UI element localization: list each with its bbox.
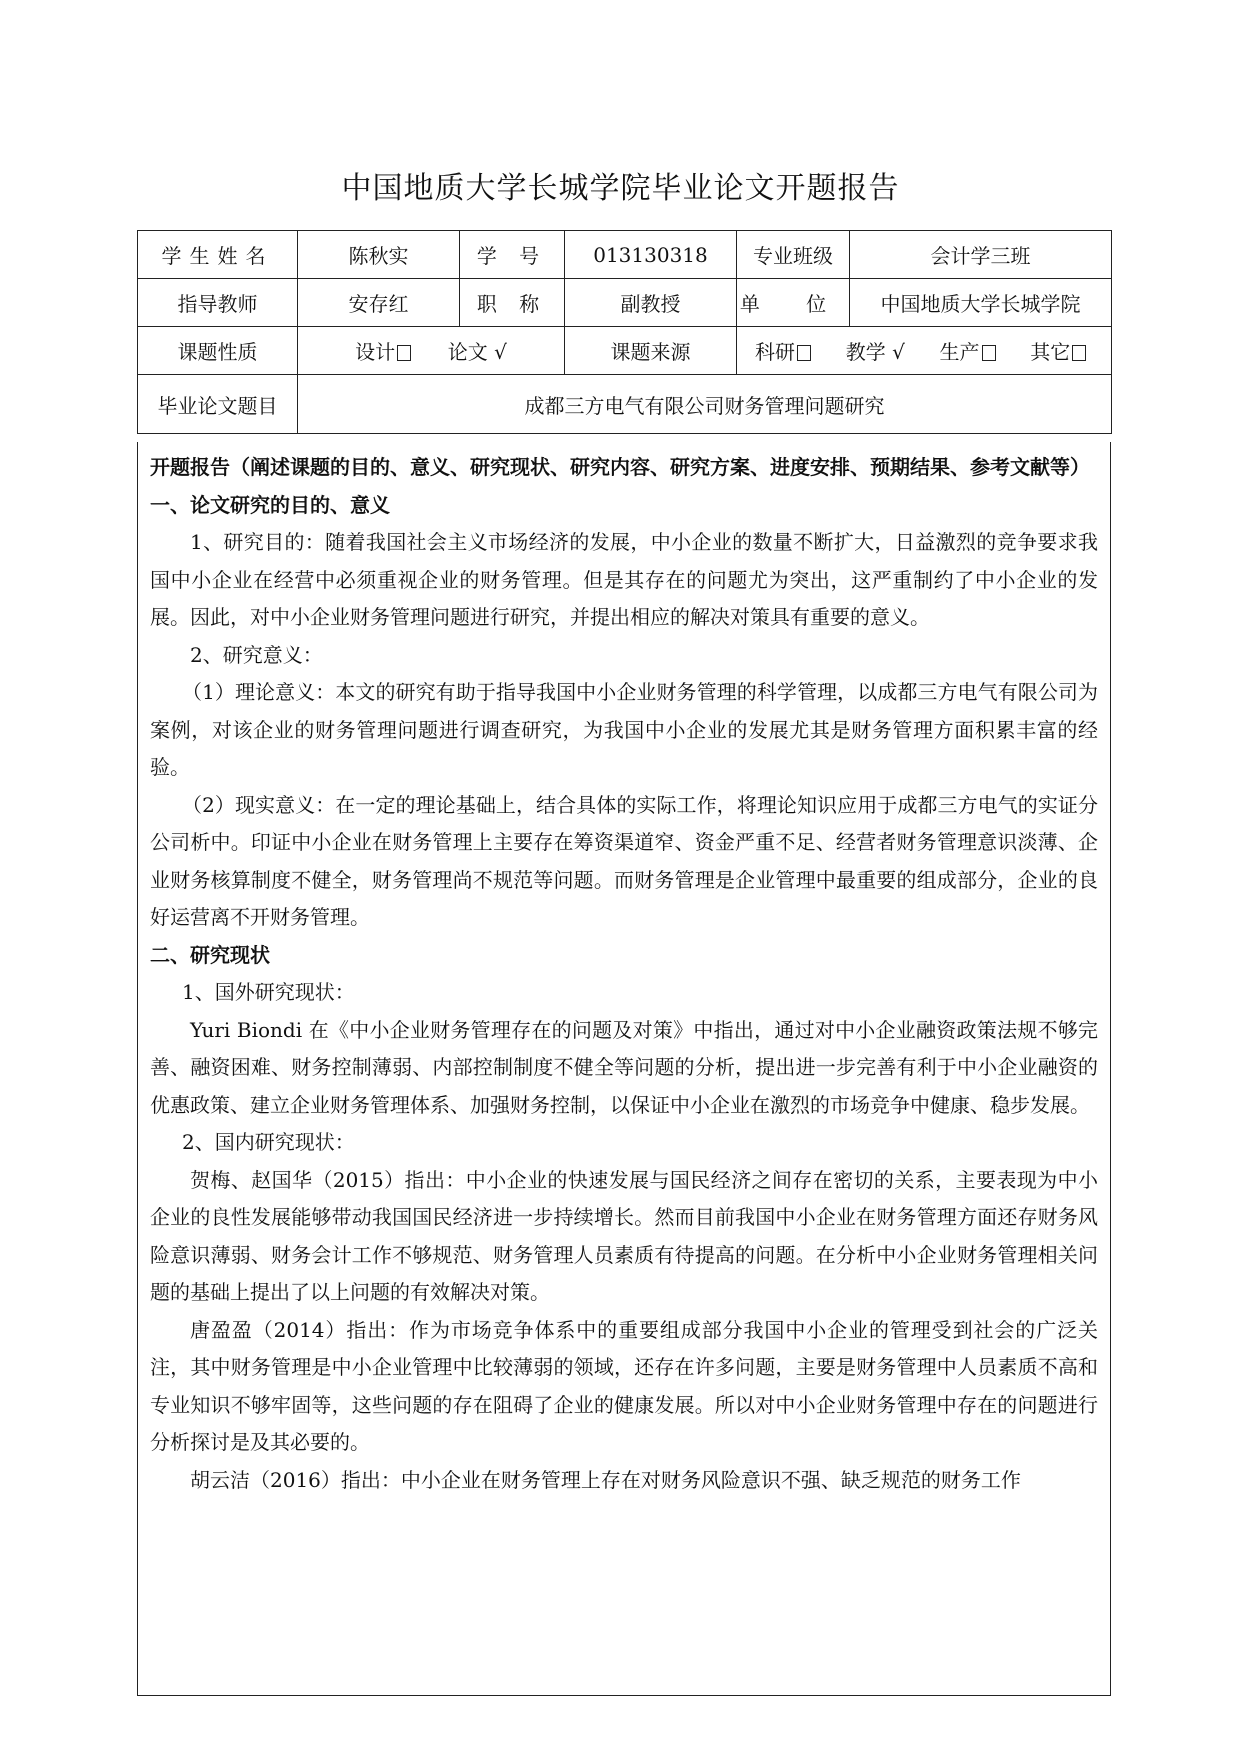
source-research-label: 科研 bbox=[755, 340, 795, 364]
checkbox-icon bbox=[797, 345, 811, 361]
student-id: 013130318 bbox=[565, 231, 737, 279]
source-options bbox=[737, 327, 1112, 375]
paragraph: 唐盈盈（2014）指出：作为市场竞争体系中的重要组成部分我国中小企业的管理受到社会的广泛关注，其中财务管理是中小企业管理中比较薄弱的领域，还存在许多问题，主要是财务管理中人员素质不高和专业知识不够牢固等，这些问题的存在阻碍了企业的健康发展。所以对中小企业财务管理中存在的问题进行分析探讨是及其必要的。 bbox=[150, 1317, 1098, 1454]
paragraph: 胡云洁（2016）指出：中小企业在财务管理上存在对财务风险意识不强、缺乏规范的财务工作 bbox=[190, 1467, 1021, 1492]
paragraph: 2、国内研究现状： bbox=[182, 1130, 355, 1154]
student-name: 陈秋实 bbox=[298, 231, 460, 279]
student-id-label: 学 号 bbox=[460, 231, 565, 279]
unit-label: 单 位 bbox=[737, 279, 850, 327]
checkbox-icon bbox=[397, 345, 411, 361]
advisor-name: 安存红 bbox=[298, 279, 460, 327]
section-heading: 一、论文研究的目的、意义 bbox=[150, 492, 390, 517]
source-teaching-label: 教学 √ bbox=[845, 340, 905, 364]
info-table bbox=[137, 230, 1112, 434]
nature-label: 课题性质 bbox=[138, 327, 298, 375]
unit-value: 中国地质大学长城学院 bbox=[850, 279, 1112, 327]
page-title: 中国地质大学长城学院毕业论文开题报告 bbox=[341, 171, 900, 206]
nature-design-label: 设计 bbox=[355, 340, 396, 364]
paragraph: 2、研究意义： bbox=[190, 642, 323, 667]
table-row bbox=[138, 279, 1112, 327]
nature-options bbox=[298, 327, 565, 375]
checkbox-icon bbox=[1072, 345, 1086, 361]
checkbox-icon bbox=[982, 345, 996, 361]
advisor-label: 指导教师 bbox=[138, 279, 298, 327]
table-row bbox=[138, 327, 1112, 375]
section-heading: 二、研究现状 bbox=[150, 942, 270, 967]
nature-thesis-label: 论文 √ bbox=[447, 340, 507, 364]
paragraph: Yuri Biondi 在《中小企业财务管理存在的问题及对策》中指出，通过对中小企业融资政策法规不够完善、融资困难、财务控制薄弱、内部控制制度不健全等问题的分析，提出进一步完善有利于中小企业融资的优惠政策、建立企业财务管理体系、加强财务控制，以保证中小企业在激烈的市场竞争中健康、稳步发展。 bbox=[150, 1017, 1098, 1117]
source-label: 课题来源 bbox=[565, 327, 737, 375]
report-header: 开题报告（阐述课题的目的、意义、研究现状、研究内容、研究方案、进度安排、预期结果、参考文献等） bbox=[150, 455, 1090, 479]
paragraph: 贺梅、赵国华（2015）指出：中小企业的快速发展与国民经济之间存在密切的关系，主要表现为中小企业的良性发展能够带动我国国民经济进一步持续增长。然而目前我国中小企业在财务管理方面还存财务风险意识薄弱、财务会计工作不够规范、财务管理人员素质有待提高的问题。在分析中小企业财务管理相关问题的基础上提出了以上问题的有效解决对策。 bbox=[150, 1167, 1098, 1304]
topic-label: 毕业论文题目 bbox=[138, 375, 298, 434]
paragraph: （1）理论意义：本文的研究有助于指导我国中小企业财务管理的科学管理，以成都三方电气有限公司为案例，对该企业的财务管理问题进行调查研究，为我国中小企业的发展尤其是财务管理方面积累丰富的经验。 bbox=[150, 680, 1098, 779]
rank-value: 副教授 bbox=[565, 279, 737, 327]
table-row bbox=[138, 231, 1112, 279]
student-name-label: 学生姓名 bbox=[138, 231, 298, 279]
source-other-label: 其它 bbox=[1030, 340, 1071, 364]
class-label: 专业班级 bbox=[737, 231, 850, 279]
paragraph: （2）现实意义：在一定的理论基础上，结合具体的实际工作，将理论知识应用于成都三方电气的实证分公司析中。印证中小企业在财务管理上主要存在筹资渠道窄、资金严重不足、经营者财务管理意识淡薄、企业财务核算制度不健全，财务管理尚不规范等问题。而财务管理是企业管理中最重要的组成部分，企业的良好运营离不开财务管理。 bbox=[150, 792, 1098, 929]
paragraph: 1、国外研究现状： bbox=[182, 980, 355, 1004]
report-body bbox=[137, 442, 1111, 1696]
class-value: 会计学三班 bbox=[850, 231, 1112, 279]
table-row bbox=[138, 375, 1112, 434]
topic-value: 成都三方电气有限公司财务管理问题研究 bbox=[298, 375, 1112, 434]
paragraph: 1、研究目的：随着我国社会主义市场经济的发展，中小企业的数量不断扩大，日益激烈的竞争要求我国中小企业在经营中必须重视企业的财务管理。但是其存在的问题尤为突出，这严重制约了中小企业的发展。因此，对中小企业财务管理问题进行研究，并提出相应的解决对策具有重要的意义。 bbox=[150, 530, 1098, 629]
rank-label: 职 称 bbox=[460, 279, 565, 327]
source-production-label: 生产 bbox=[939, 340, 980, 364]
